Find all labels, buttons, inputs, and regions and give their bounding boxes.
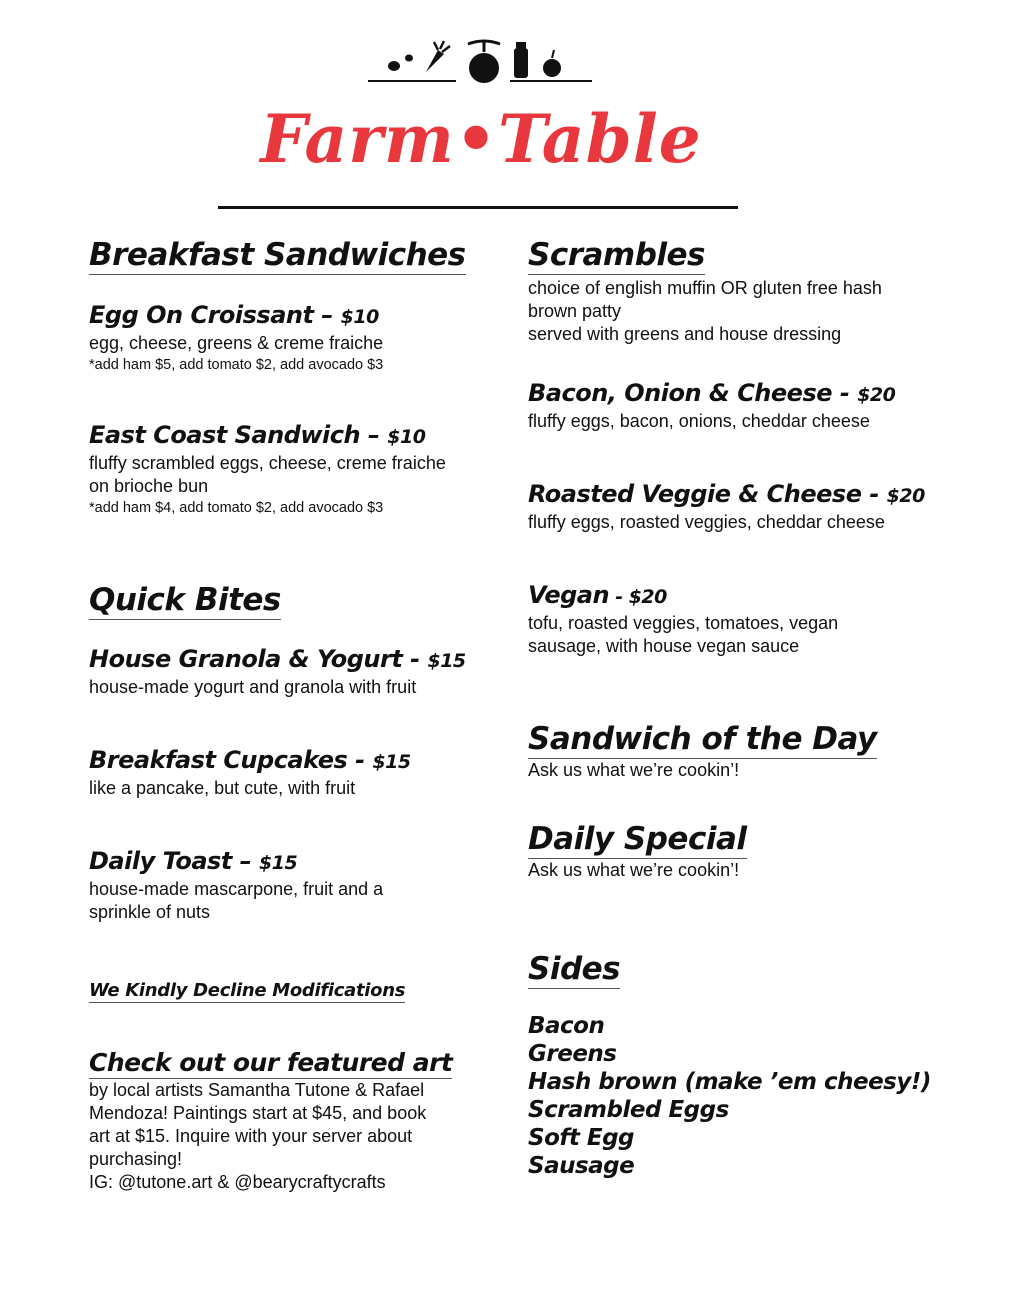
item-price: $10 [340,306,379,328]
item-description: sprinkle of nuts [89,902,211,922]
item-note: *add ham $5, add tomato $2, add avocado $3 [89,357,384,373]
item-description: fluffy eggs, roasted veggies, cheddar cheese [528,512,885,532]
sides-list [528,1012,948,1180]
daily-special-section [528,820,948,882]
item-name: Bacon, Onion & Cheese - [528,379,858,407]
menu-item-breakfast-cupcakes [89,745,499,800]
item-price: $15 [372,751,411,773]
side-item: Soft Egg [528,1125,635,1151]
menu-item-east-coast-sandwich [89,420,499,518]
daily-special-title: Daily Special [528,821,747,857]
item-name: Breakfast Cupcakes - [89,746,373,774]
item-price: $20 [857,384,896,406]
scrambles-intro-line: brown patty [528,301,622,321]
item-description: house-made mascarpone, fruit and a [89,879,384,899]
featured-art-section [89,1048,499,1194]
sandwich-of-the-day-title: Sandwich of the Day [528,721,877,757]
item-price: $15 [259,852,298,874]
side-item: Bacon [528,1013,605,1039]
item-description: fluffy scrambled eggs, cheese, creme fraiche [89,453,446,473]
featured-art-line: Mendoza! Paintings start at $45, and book [89,1103,427,1123]
item-price: - $20 [609,586,667,608]
item-description: on brioche bun [89,476,209,496]
featured-art-line: art at $15. Inquire with your server about [89,1126,413,1146]
item-description: house-made yogurt and granola with fruit [89,677,417,697]
item-name: Roasted Veggie & Cheese - [528,480,887,508]
item-price: $15 [427,650,466,672]
item-price: $10 [387,426,426,448]
small-apple-icon [543,50,561,77]
header-divider [218,206,738,209]
item-note: *add ham $4, add tomato $2, add avocado $3 [89,500,384,516]
menu-item-egg-on-croissant [89,300,499,375]
side-item: Scrambled Eggs [528,1097,729,1123]
sandwich-of-the-day-section [528,720,948,782]
featured-art-line: purchasing! [89,1149,183,1169]
item-description: egg, cheese, greens & creme fraiche [89,333,384,353]
menu-item-bacon-onion-cheese [528,378,948,433]
bean-icon [388,55,413,72]
no-modifications-notice: We Kindly Decline Modifications [89,980,406,1001]
scrambles-title: Scrambles [528,237,706,273]
menu-item-vegan [528,580,948,658]
item-name: House Granola & Yogurt - [89,645,428,673]
item-name: Vegan [528,581,610,609]
item-description: sausage, with house vegan sauce [528,636,800,656]
milk-bottle-icon [514,42,528,78]
item-description: like a pancake, but cute, with fruit [89,778,356,798]
scrambles-intro [528,277,948,346]
menu-item-granola-yogurt [89,644,499,699]
side-item: Hash brown (make ’em cheesy!) [528,1069,931,1095]
menu-item-roasted-veggie-cheese [528,479,948,534]
item-price: $20 [886,485,925,507]
apple-icon [468,41,500,83]
featured-art-line: IG: @tutone.art & @bearycraftycrafts [89,1172,386,1192]
restaurant-logo-title: Farm•Table [260,100,702,178]
scrambles-intro-line: choice of english muffin OR gluten free hash [528,278,882,298]
scrambles-intro-line: served with greens and house dressing [528,324,842,344]
side-item: Greens [528,1041,617,1067]
featured-art-line: by local artists Samantha Tutone & Rafael [89,1080,425,1100]
item-description: fluffy eggs, bacon, onions, cheddar cheese [528,411,870,431]
item-description: tofu, roasted veggies, tomatoes, vegan [528,613,839,633]
featured-art-title: Check out our featured art [89,1048,453,1077]
daily-special-description: Ask us what we’re cookin’! [528,860,740,880]
item-name: Egg On Croissant – [89,301,341,329]
breakfast-sandwiches-title: Breakfast Sandwiches [89,237,466,273]
item-name: East Coast Sandwich – [89,421,388,449]
menu-item-daily-toast [89,846,499,924]
side-item: Sausage [528,1153,635,1179]
sides-title: Sides [528,951,621,987]
quick-bites-title: Quick Bites [89,582,281,618]
logo-icons [368,34,592,84]
sandwich-of-the-day-description: Ask us what we’re cookin’! [528,760,740,780]
item-name: Daily Toast – [89,847,259,875]
carrot-icon [426,41,450,72]
